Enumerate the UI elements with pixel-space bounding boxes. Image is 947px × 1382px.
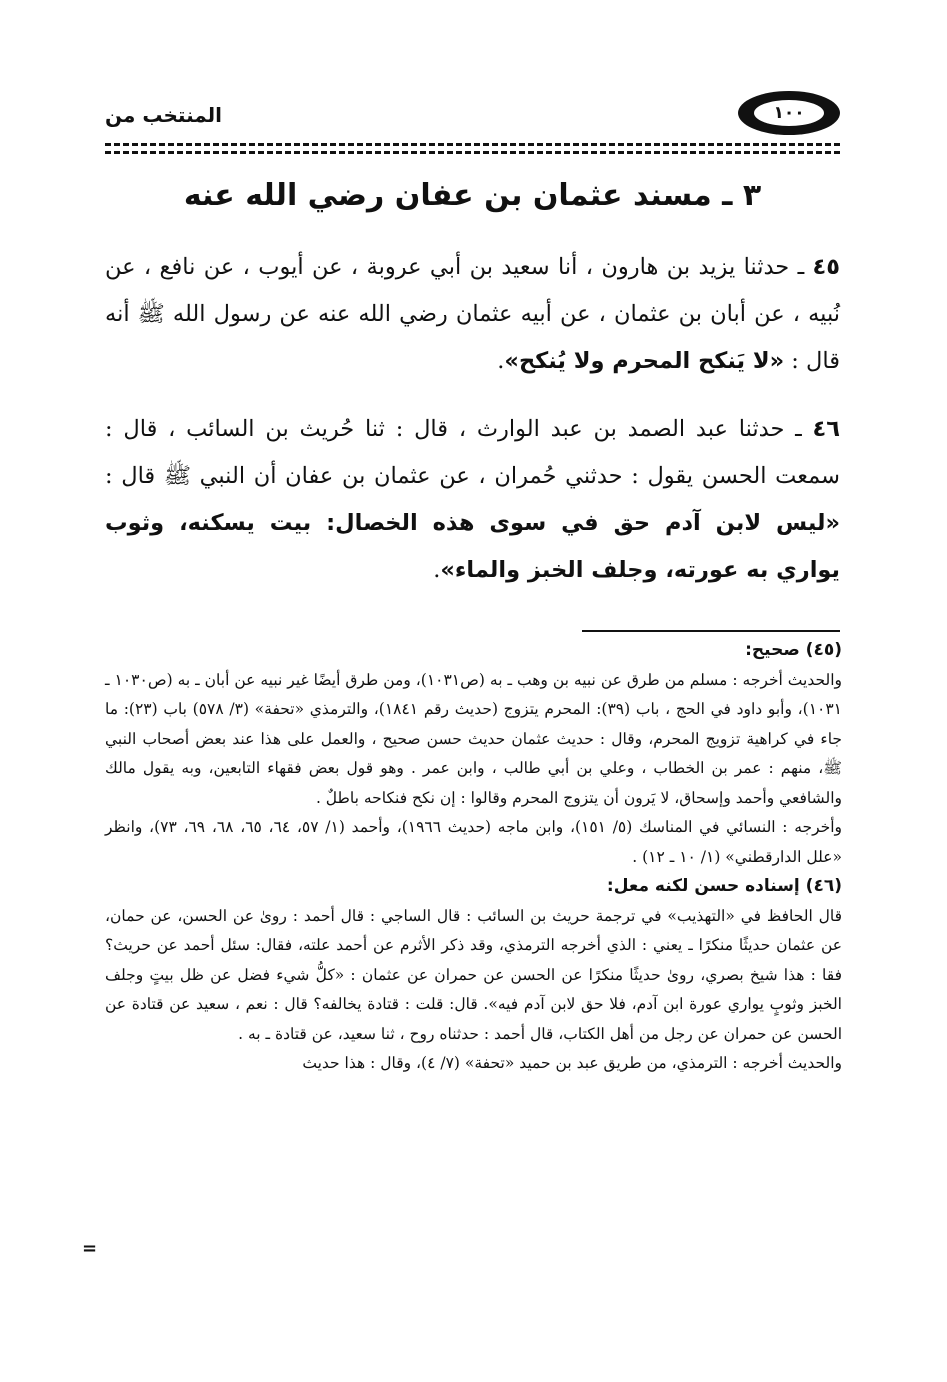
footnote-46-heading: (٤٦) إسناده حسن لكنه معل: xyxy=(606,876,842,896)
footnote-separator xyxy=(582,630,840,632)
section-title: ٣ ـ مسند عثمان بن عفان رضي الله عنه xyxy=(183,178,762,213)
footnotes xyxy=(105,636,842,1079)
footnote-46-paragraph-2: والحديث أخرجه : الترمذي، من طريق عبد بن حميد «تحفة» (٧/ ٤)، وقال : هذا حديث xyxy=(302,1054,842,1072)
hadith-quote: «لا يَنكح المحرم ولا يُنكح» xyxy=(504,348,785,374)
hadith-body xyxy=(105,244,840,615)
page-header xyxy=(105,85,840,145)
header-rule-bottom xyxy=(105,151,840,154)
footnote-45-paragraph-2: وأخرجه : النسائي في المناسك (٥/ ١٥١)، وابن ماجه (حديث ١٩٦٦)، وأحمد (١/ ٥٧، ٦٤، ٦٥، ٦٨، ٦٩، ٧٣)، وانظر «علل الدارقطني» (١/ ١٠ ـ ١٢) . xyxy=(105,818,843,866)
hadith-46 xyxy=(105,406,840,594)
hadith-text: ـ حدثنا عبد الصمد بن عبد الوارث ، قال : ثنا حُريث بن السائب ، قال : سمعت الحسن يقول : حدثني حُمران ، عن عثمان بن عفان أن النبي ﷺ قال : xyxy=(105,416,840,489)
running-head: المنتخب من xyxy=(105,103,223,127)
hadith-end: . xyxy=(497,348,505,374)
hadith-text: ـ حدثنا يزيد بن هارون ، أنا سعيد بن أبي عروبة ، عن أيوب ، عن نافع ، عن نُبيه ، عن أبان بن عثمان ، عن أبيه عثمان رضي الله عنه عن رسول الله ﷺ أنه قال : xyxy=(105,254,840,374)
hadith-quote: «ليس لابن آدم حق في سوى هذه الخصال: بيت يسكنه، وثوب يواري به عورته، وجلف الخبز والماء» xyxy=(105,510,840,583)
page-number-badge xyxy=(738,91,840,135)
page-number: ١٠٠ xyxy=(754,100,824,126)
footnote-45-heading: (٤٥) صحيح: xyxy=(745,640,842,660)
header-rule-top xyxy=(105,143,840,146)
footnote-46-paragraph-1: قال الحافظ في «التهذيب» في ترجمة حريث بن السائب : قال الساجي : قال أحمد : روىٰ عن الحسن، عن حمان، عن عثمان حديثًا منكرًا ـ يعني : الذي أخرجه الترمذي، وقد ذكر الأثرم عن أحمد علته، فقال: سئل أحمد عن حريث؟ فقا : هذا شيخ بصري، روىٰ حديثًا منكرًا عن الحسن عن حمران عن عثمان : «كلُّ شيء فضل عن ظل بيتٍ وجلف الخبز وثوبٍ يواري عورة ابن آدم، فلا حق لابن آدم فيه». قال: قلت : قتادة يخالفه؟ قال : نعم ، سعيد عن قتادة عن الحسن عن حمران عن رجل من أهل الكتاب، قال أحمد : حدثناه روح ، ثنا سعيد، عن قتادة ـ به . xyxy=(105,906,842,1043)
hadith-end: . xyxy=(433,557,441,583)
hadith-number: ٤٥ xyxy=(812,254,840,280)
continuation-mark: = xyxy=(82,1238,98,1259)
footnote-45-paragraph-1: والحديث أخرجه : مسلم من طرق عن نبيه بن وهب ـ به (ص١٠٣١)، ومن طرق أيضًا غير نبيه عن أبان ـ به (ص١٠٣٠ ـ ١٠٣١)، وأبو داود في الحج ، باب (٣٩): المحرم يتزوج (حديث رقم ١٨٤١)، والترمذي «تحفة» (٣/ ٥٧٨) باب (٢٣): ما جاء في كراهية تزويج المحرم، وقال : حديث عثمان حديث حسن صحيح ، والعمل على هذا عند بعض أصحاب النبي ﷺ، منهم : عمر بن الخطاب ، وعلي بن أبي طالب ، وابن عمر . وهو قول بعض فقهاء التابعين، وبه يقول مالك والشافعي وأحمد وإسحاق، لا يَرون أن يتزوج المحرم وقالوا : إن نكح فنكاحه باطلٌ . xyxy=(105,670,842,807)
hadith-number: ٤٦ xyxy=(812,416,840,442)
hadith-45 xyxy=(105,244,840,385)
